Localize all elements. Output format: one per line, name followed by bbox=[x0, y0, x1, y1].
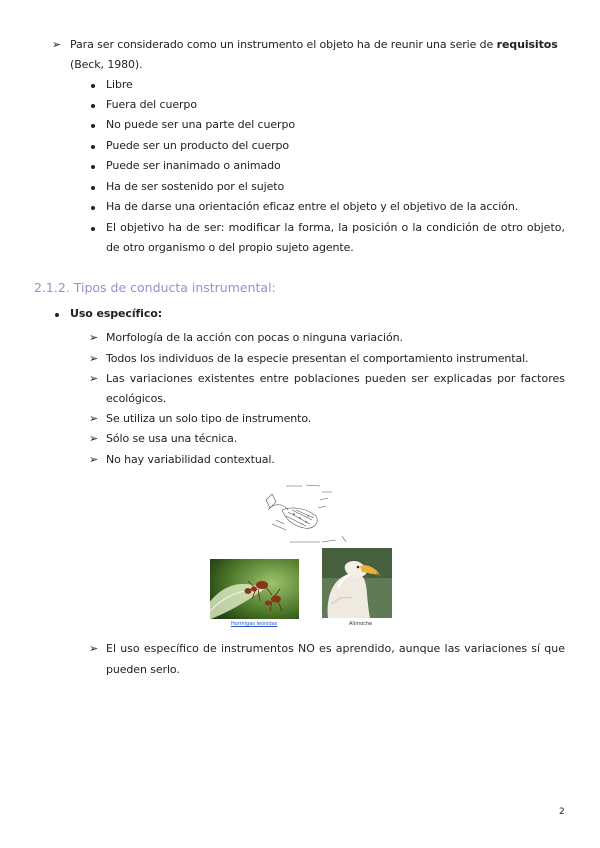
caption-ants[interactable]: Hormigas leónidas bbox=[231, 621, 278, 627]
point-item: No hay variabilidad contextual. bbox=[106, 453, 275, 466]
intro-prefix: Para ser considerado como un instrumento el objeto ha de reunir una serie de bbox=[70, 38, 497, 51]
point-item: Todos los individuos de la especie presentan el comportamiento instrumental. bbox=[106, 352, 529, 365]
requisite-item: Puede ser un producto del cuerpo bbox=[106, 139, 290, 152]
bullet-dot-icon bbox=[91, 206, 95, 210]
intro-bold: requisitos bbox=[496, 38, 558, 51]
point-item-cont: ecológicos. bbox=[106, 392, 167, 405]
requisite-item: Fuera del cuerpo bbox=[106, 98, 197, 111]
arrow-bullet-icon: ➢ bbox=[52, 38, 62, 51]
point-item: Morfología de la acción con pocas o ninguna variación. bbox=[106, 331, 403, 344]
section-heading: 2.1.2. Tipos de conducta instrumental: bbox=[34, 280, 276, 295]
requisite-item: Puede ser inanimado o animado bbox=[106, 159, 281, 172]
bullet-dot-icon bbox=[91, 104, 95, 108]
vulture-photo bbox=[322, 548, 392, 618]
requisite-item: No puede ser una parte del cuerpo bbox=[106, 118, 295, 131]
intro-text bbox=[70, 38, 558, 52]
requisite-item: Libre bbox=[106, 78, 133, 91]
ants-photo bbox=[210, 559, 299, 619]
arrow-bullet-icon: ➢ bbox=[89, 331, 99, 344]
point-item: Las variaciones existentes entre poblaciones pueden ser explicadas por factores bbox=[106, 372, 565, 385]
tool-use-sketch-image bbox=[262, 480, 356, 548]
bullet-dot-icon bbox=[91, 186, 95, 190]
bullet-dot-icon bbox=[91, 165, 95, 169]
arrow-bullet-icon: ➢ bbox=[89, 432, 99, 445]
point-item: Se utiliza un solo tipo de instrumento. bbox=[106, 412, 312, 425]
arrow-bullet-icon: ➢ bbox=[89, 372, 99, 385]
requisite-item: Ha de ser sostenido por el sujeto bbox=[106, 180, 285, 193]
bullet-dot-icon bbox=[91, 84, 95, 88]
bullet-dot-icon bbox=[91, 124, 95, 128]
subheading: Uso específico: bbox=[70, 307, 163, 320]
arrow-bullet-icon: ➢ bbox=[89, 352, 99, 365]
requisite-item: Ha de darse una orientación eficaz entre el objeto y el objetivo de la acción. bbox=[106, 200, 519, 213]
bullet-dot-icon bbox=[91, 227, 95, 231]
arrow-bullet-icon: ➢ bbox=[89, 642, 99, 655]
final-point: El uso específico de instrumentos NO es aprendido, aunque las variaciones sí que bbox=[106, 642, 565, 655]
arrow-bullet-icon: ➢ bbox=[89, 453, 99, 466]
caption-vulture: Alimoche bbox=[349, 621, 373, 627]
final-point-cont: pueden serlo. bbox=[106, 663, 180, 676]
bullet-dot-icon bbox=[91, 145, 95, 149]
requisite-item: El objetivo ha de ser: modificar la forma, la posición o la condición de otro objeto, bbox=[106, 221, 565, 234]
bullet-dot-icon bbox=[55, 313, 59, 317]
intro-cont: (Beck, 1980). bbox=[70, 58, 143, 71]
requisite-item-cont: de otro organismo o del propio sujeto agente. bbox=[106, 241, 354, 254]
page-number: 2 bbox=[559, 807, 565, 817]
arrow-bullet-icon: ➢ bbox=[89, 412, 99, 425]
point-item: Sólo se usa una técnica. bbox=[106, 432, 238, 445]
